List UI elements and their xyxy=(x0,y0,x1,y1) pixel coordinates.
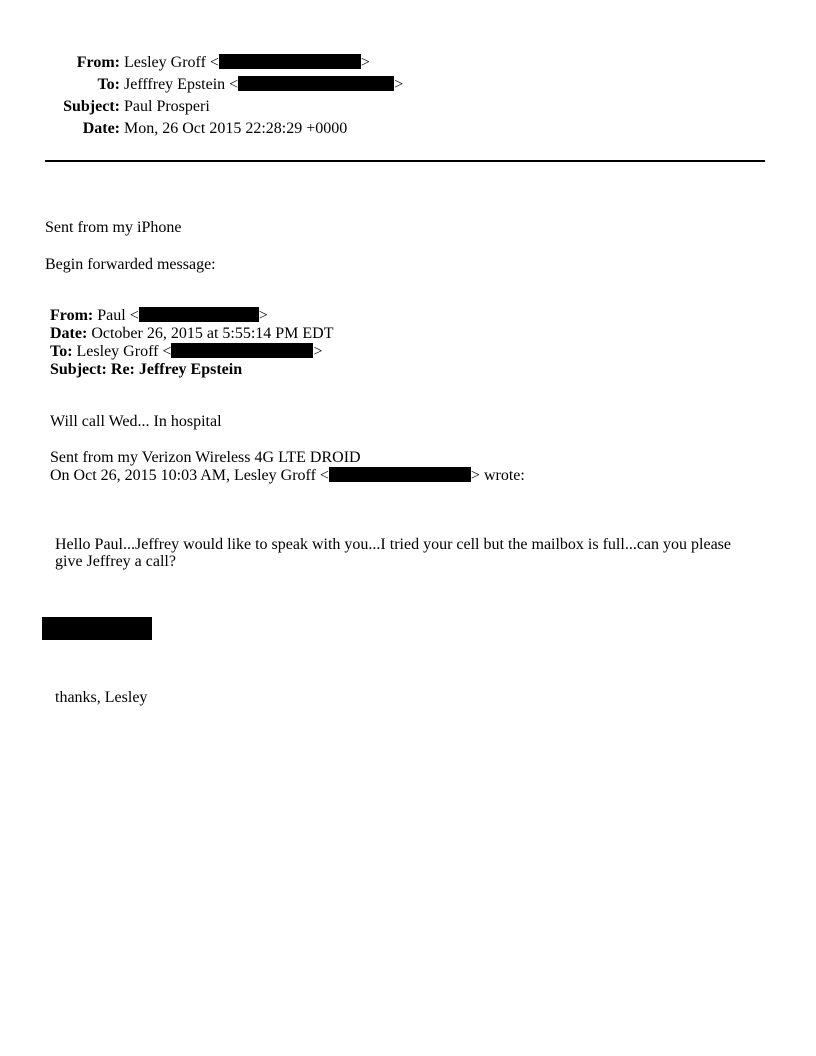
redaction-block xyxy=(42,617,152,640)
sent-from-iphone: Sent from my iPhone xyxy=(45,219,182,236)
fwd-from-line: From: Paul < > xyxy=(50,307,268,324)
fwd-date-label: Date: xyxy=(50,325,88,342)
begin-forwarded-message: Begin forwarded message: xyxy=(45,256,216,273)
from-label: From: xyxy=(76,54,120,71)
from-value: Lesley Groff < > xyxy=(124,54,370,71)
reply-line: Will call Wed... In hospital xyxy=(50,413,222,430)
quoted-message: Hello Paul...Jeffrey would like to speak with you...I tried your cell but the mailbox is full...can you please give Jeffrey a call? xyxy=(55,536,731,570)
redaction-bar xyxy=(238,76,394,91)
header-divider xyxy=(45,160,765,162)
date-label: Date: xyxy=(82,120,120,137)
quote-intro: On Oct 26, 2015 10:03 AM, Lesley Groff < > wrote: xyxy=(50,467,525,484)
subject-value: Paul Prosperi xyxy=(124,98,210,115)
quoted-signoff: thanks, Lesley xyxy=(55,689,148,706)
redaction-bar xyxy=(171,343,313,358)
redaction-bar xyxy=(139,307,259,322)
reply-signature: Sent from my Verizon Wireless 4G LTE DROID xyxy=(50,449,361,466)
subject-label: Subject: xyxy=(63,98,120,115)
fwd-to-label: To: xyxy=(50,343,73,360)
fwd-from-label: From: xyxy=(50,307,94,324)
redaction-bar xyxy=(329,467,471,482)
to-label: To: xyxy=(97,76,120,93)
fwd-date-line: Date: October 26, 2015 at 5:55:14 PM EDT xyxy=(50,325,334,342)
redaction-bar xyxy=(219,54,361,69)
date-value: Mon, 26 Oct 2015 22:28:29 +0000 xyxy=(124,120,348,137)
to-value: Jefffrey Epstein < > xyxy=(124,76,404,93)
fwd-subject-line xyxy=(50,361,242,379)
fwd-subject: Subject: Re: Jeffrey Epstein xyxy=(50,361,243,378)
fwd-to-line: To: Lesley Groff < > xyxy=(50,343,323,360)
